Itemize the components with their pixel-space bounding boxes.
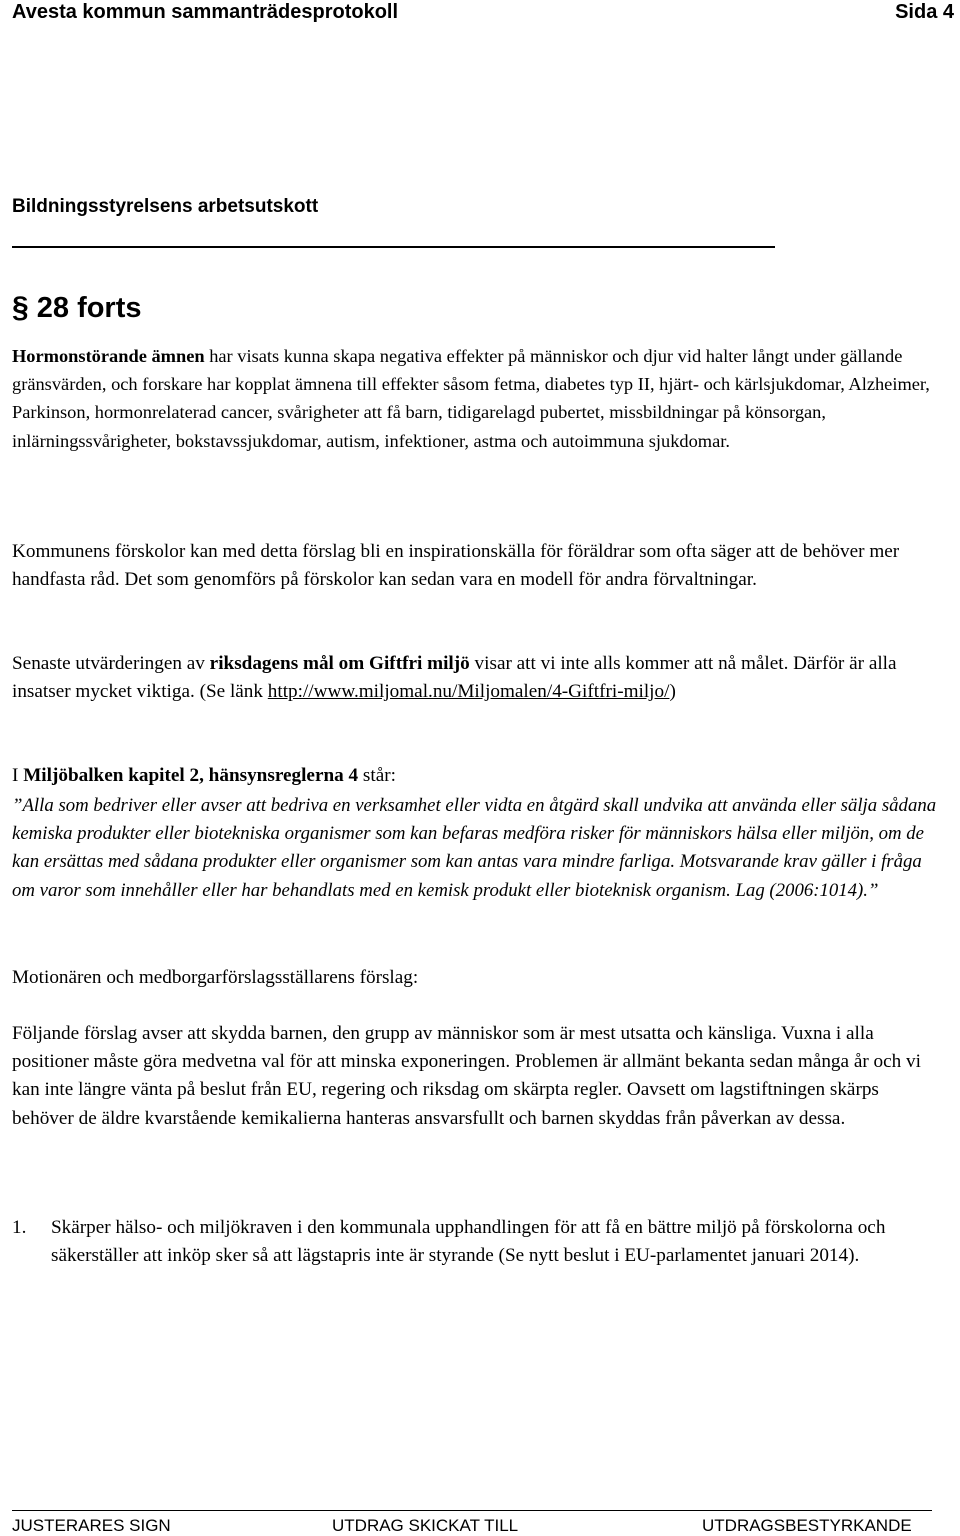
text-span: Senaste utvärderingen av <box>12 653 210 674</box>
paragraph-symbol: § <box>12 291 29 324</box>
page-number: Sida 4 <box>895 1 954 23</box>
paragraph-proposal: Följande förslag avser att skydda barnen, den grupp av människor som är mest utsatta och känsliga. Vuxna i alla positioner måste göra medvetna val för att minska exponeringen. Problemen är allmänt bekanta sedan många år och vi kan inte längre vänta på beslut från EU, regering och riksdag om skärpta regler. Oavsett om lagstiftningen skärps behöver de äldre kvarstående kemikalierna hanteras ansvarsfullt och barnen skyddas från påverkan av dessa. <box>12 1023 921 1129</box>
footer-certified: UTDRAGSBESTYRKANDE <box>702 1516 912 1535</box>
footer-sent: UTDRAG SKICKAT TILL <box>332 1516 519 1535</box>
text-span: står: <box>358 765 396 786</box>
footer-divider <box>12 1510 932 1511</box>
paragraph-preschools: Kommunens förskolor kan med detta förslag bli en inspirationskälla för föräldrar som ofta säger att de behöver mer handfasta råd. Det som genomförs på förskolor kan sedan vara en modell för andra förvaltningar. <box>12 541 900 591</box>
bold-lead: Hormonstörande ämnen <box>12 346 205 366</box>
footer-sign: JUSTERARES SIGN <box>12 1516 171 1535</box>
text-span: ) <box>669 681 676 703</box>
document-title: Avesta kommun sammanträdesprotokoll <box>12 1 399 23</box>
section-title-text: 28 forts <box>36 292 142 324</box>
text-span: visar att vi inte alls kommer att nå målet. Därför är alla insatser mycket viktiga. (Se länk <box>12 653 897 703</box>
proposal-heading: Motionären och medborgarförslagsställarens förslag: <box>12 967 419 988</box>
law-quote: ”Alla som bedriver eller avser att bedriva en verksamhet eller vidta en åtgärd skall undvika att använda eller sälja sådana kemiska produkter eller biotekniska organismer som kan befaras medföra risker för människors hälsa eller miljön, om de kan ersättas med sådana produkter eller organismer som kan antas vara mindre farliga. Motsvarande krav gäller i fråga om varor som innehåller eller har behandlats med en kemisk produkt eller bioteknisk organism. Lag (2006:1014).” <box>12 795 937 901</box>
paragraph-text: har visats kunna skapa negativa effekter på människor och djur vid halter långt under gällande gränsvärden, och forskare har kopplat ämnena till effekter såsom fetma, diabetes typ II, hjärt- och kärlsjukdomar, Alzheimer, Parkinson, hormonrelaterad cancer, svårigheter att få barn, tidigarelagd pubertet, missbildningar på könsorgan, inlärningssvårigheter, bokstavssjukdomar, autism, infektioner, astma och autoimmuna sjukdomar. <box>12 346 930 451</box>
text-span: I <box>12 765 24 786</box>
miljomal-link[interactable]: http://www.miljomal.nu/Miljomalen/4-Giftfri-miljo/ <box>267 681 670 703</box>
committee-underline <box>12 246 775 248</box>
page-header <box>0 0 960 26</box>
list-item-text: Skärper hälso- och miljökraven i den kommunala upphandlingen för att få en bättre miljö på förskolorna och säkerställer att inköp sker så att lägstapris inte är styrande (Se nytt beslut i EU-parlamentet januari 2014). <box>51 1217 886 1267</box>
paragraph-evaluation <box>12 650 942 706</box>
bold-goal: riksdagens mål om Giftfri miljö <box>209 653 470 674</box>
paragraph-miljobalken <box>12 762 942 790</box>
page-footer <box>0 1516 960 1536</box>
list-item-number: 1. <box>12 1217 27 1238</box>
committee-heading: Bildningsstyrelsens arbetsutskott <box>12 196 319 217</box>
bold-law-ref: Miljöbalken kapitel 2, hänsynsreglerna <box>23 765 344 786</box>
paragraph-hormone-disruptors <box>12 342 942 455</box>
bold-section-number: 4 <box>348 765 359 786</box>
section-heading <box>12 290 142 326</box>
